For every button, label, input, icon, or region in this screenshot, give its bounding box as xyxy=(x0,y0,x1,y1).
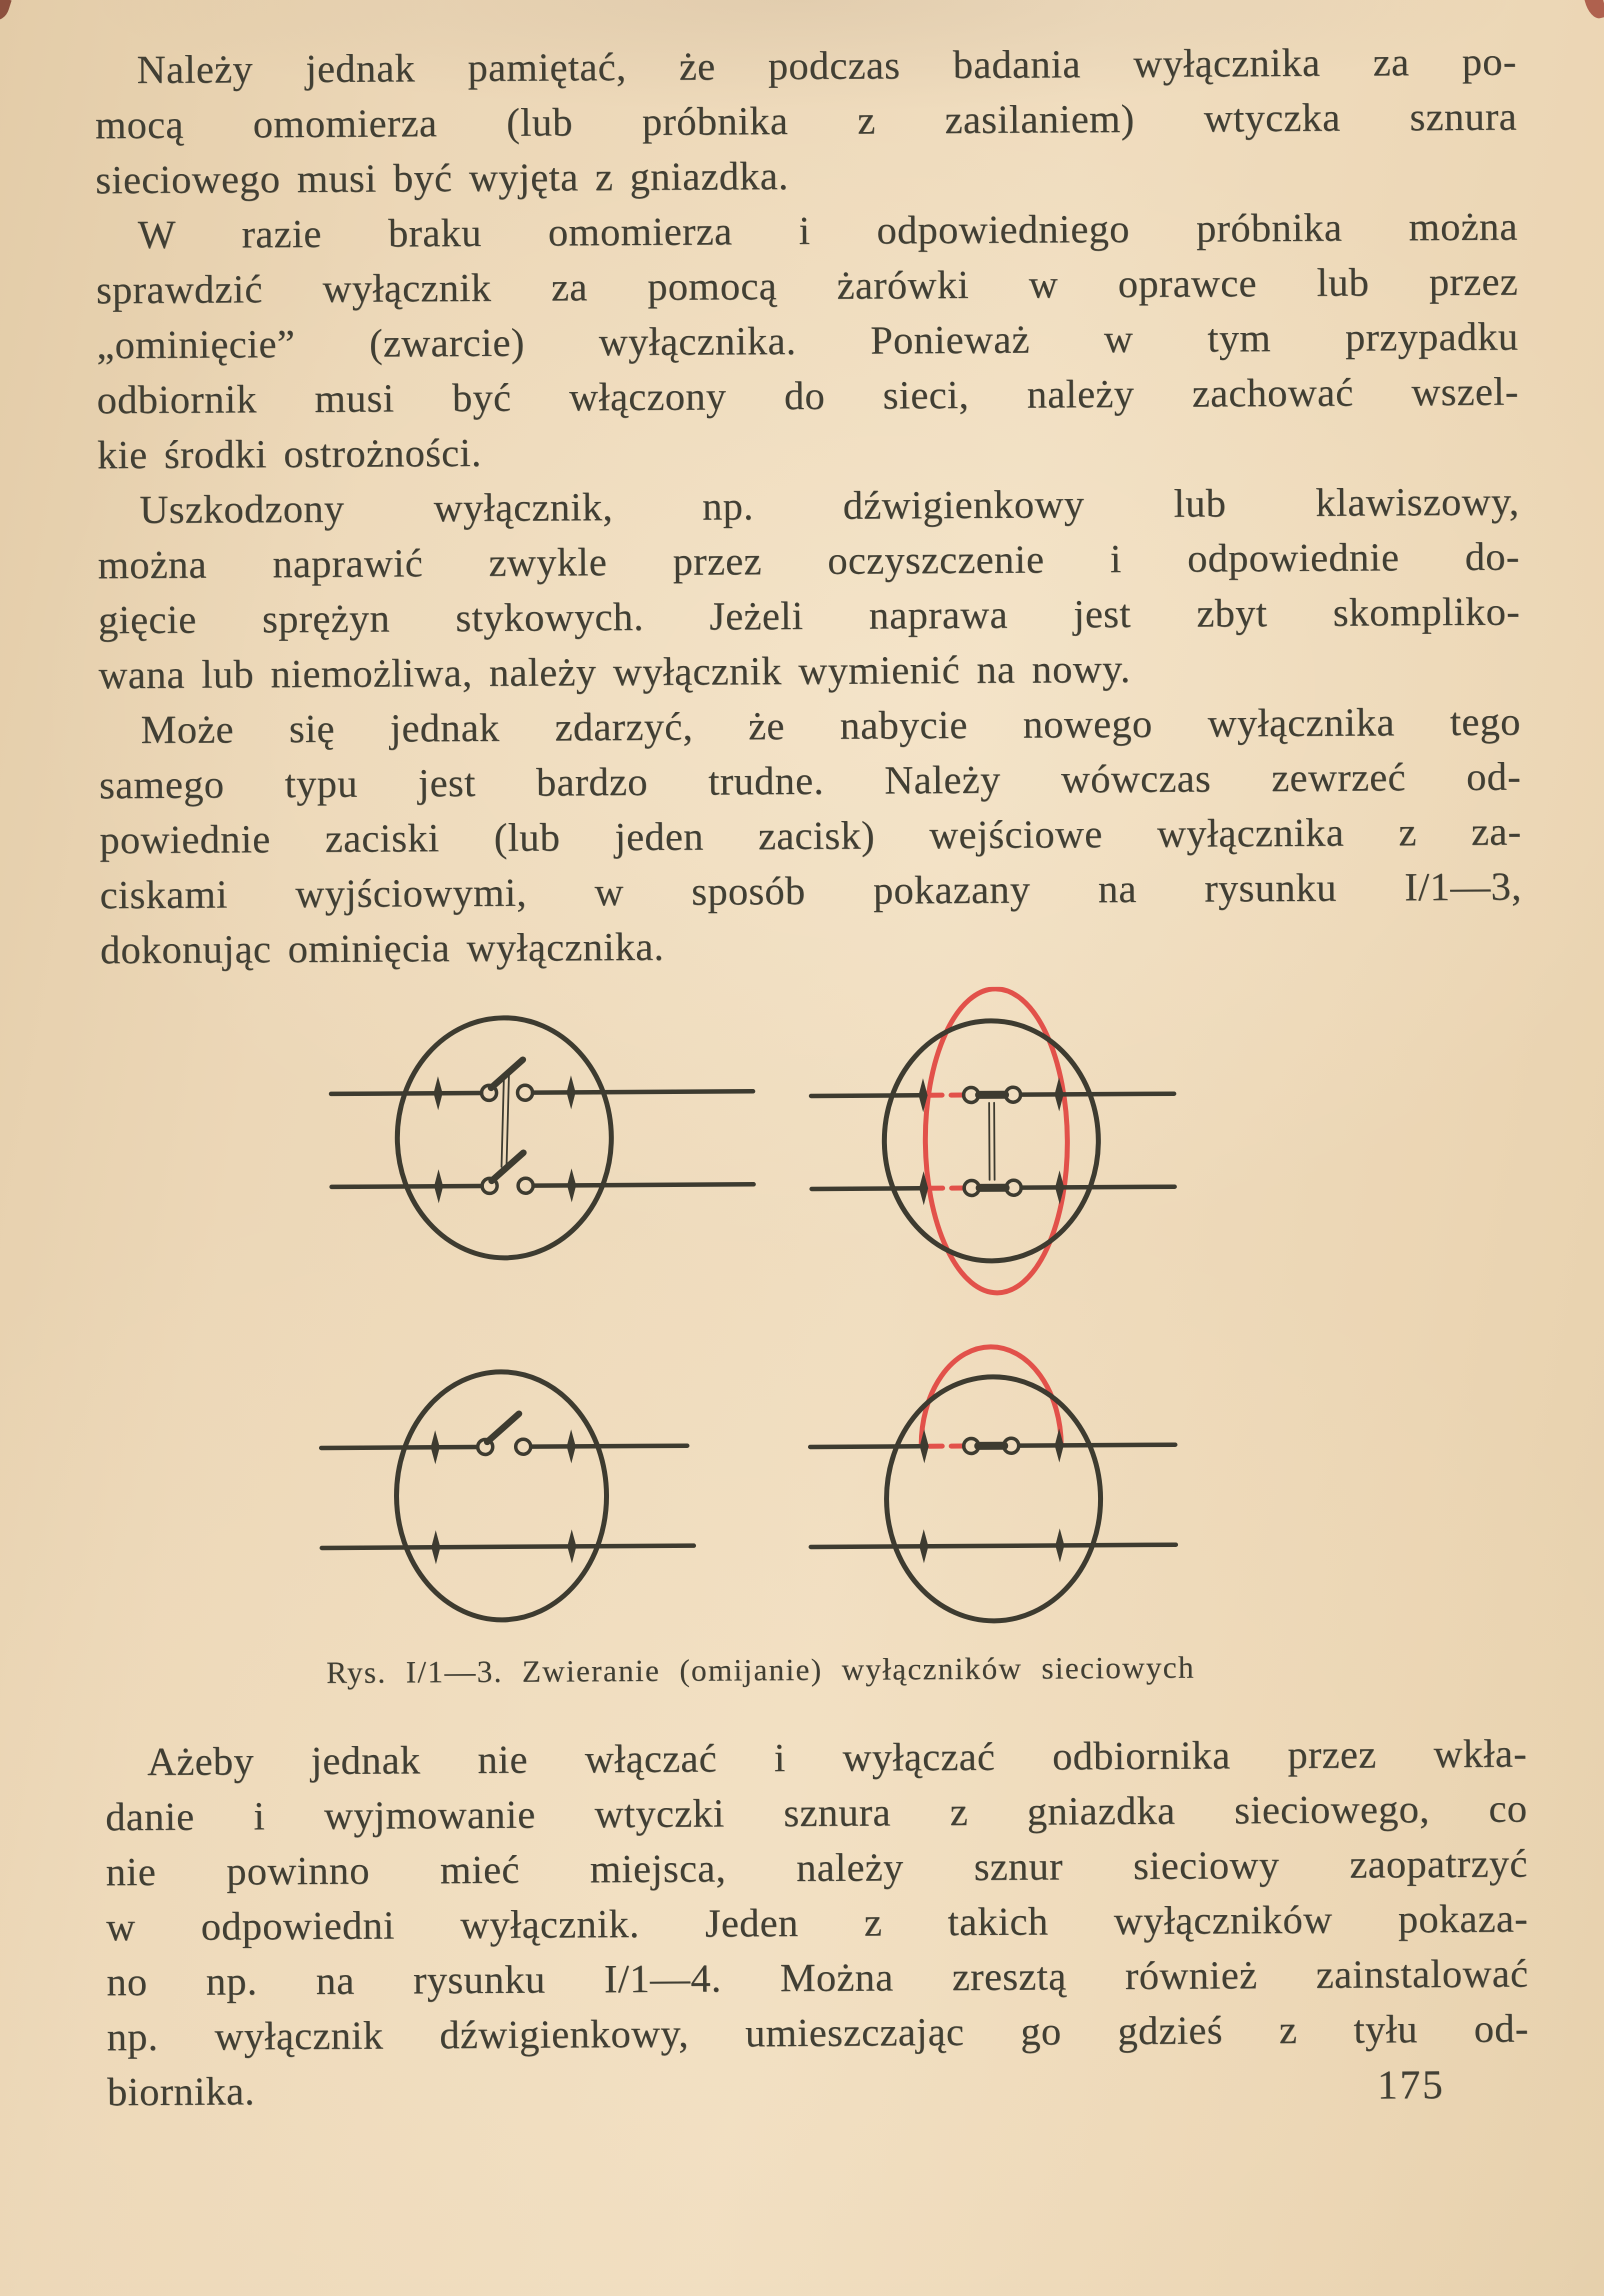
scan-artifact-top-right xyxy=(1581,0,1604,21)
terminal-tick xyxy=(433,1076,442,1110)
diagram-double-pole-switch-closed-bypassed-icon xyxy=(810,988,1175,1294)
paragraphs-bottom xyxy=(105,1726,1529,2120)
text-line: Należy jednak pamiętać, że podczas badania wyłącznika za po- xyxy=(136,38,1517,93)
text-line: danie i wyjmowanie wtyczki sznura z gniazdka sieciowego, co xyxy=(105,1785,1528,1840)
terminal-tick xyxy=(431,1430,440,1464)
text-line: nie powinno mieć miejsca, należy sznur sieciowy zaopatrzyć xyxy=(105,1840,1528,1895)
terminal-tick xyxy=(567,1168,576,1202)
text-line: Uszkodzony wyłącznik, np. dźwigienkowy lub klawiszowy, xyxy=(139,478,1520,533)
text-line: dokonując ominięcia wyłącznika. xyxy=(100,923,665,973)
text-line: mocą omomierza (lub próbnika z zasilaniem) wtyczka sznura xyxy=(95,93,1518,148)
text-line: Ażeby jednak nie włączać i wyłączać odbiornika przez wkła- xyxy=(147,1730,1528,1785)
text-line: biornika. xyxy=(107,2068,256,2115)
text-line: samego typu jest bardzo trudne. Należy wówczas zewrzeć od- xyxy=(99,753,1522,808)
switch-lever xyxy=(491,1060,523,1088)
text-line: sprawdzić wyłącznik za pomocą żarówki w oprawce lub przez xyxy=(96,258,1519,313)
figure-switch-bypass-diagrams xyxy=(0,983,1604,1648)
paragraphs-top xyxy=(95,34,1523,978)
diagram-single-pole-switch-closed-bypassed-icon xyxy=(810,1346,1177,1622)
diagram-double-pole-switch-open-icon xyxy=(331,1016,754,1259)
switch-lever xyxy=(487,1414,519,1442)
contact-point xyxy=(518,1178,533,1193)
text-line: gięcie sprężyn stykowych. Jeżeli naprawa jest zbyt skompliko- xyxy=(98,588,1521,643)
mechanical-link xyxy=(501,1075,505,1167)
text-line: W razie braku omomierza i odpowiedniego próbnika można xyxy=(137,203,1518,258)
mechanical-link xyxy=(506,1075,510,1167)
contact-point xyxy=(518,1085,533,1100)
text-line: odbiornik musi być włączony do sieci, należy zachować wszel- xyxy=(96,368,1519,423)
terminal-tick xyxy=(434,1169,443,1203)
text-line: np. wyłącznik dźwigienkowy, umieszczając go gdzieś z tyłu od- xyxy=(106,2005,1529,2060)
text-line: kie środki ostrożności. xyxy=(97,429,482,478)
terminal-tick xyxy=(567,1429,576,1463)
scan-artifact-top-left xyxy=(0,0,12,23)
text-line: Może się jednak zdarzyć, że nabycie nowego wyłącznika tego xyxy=(140,698,1521,753)
text-line: sieciowego musi być wyjęta z gniazdka. xyxy=(95,153,789,203)
text-line: powiednie zaciski (lub jeden zacisk) wejściowe wyłącznika z za- xyxy=(99,808,1522,863)
contact-point xyxy=(516,1439,531,1454)
terminal-tick xyxy=(919,1529,928,1563)
text-line: ciskami wyjściowymi, w sposób pokazany na rysunku I/1—3, xyxy=(99,863,1522,918)
text-line: w odpowiedni wyłącznik. Jeden z takich wyłączników pokaza- xyxy=(106,1895,1529,1950)
text-line: no np. na rysunku I/1—4. Można zresztą również zainstalować xyxy=(106,1950,1529,2005)
terminal-tick xyxy=(567,1529,576,1563)
diagram-single-pole-switch-open-icon xyxy=(321,1371,695,1621)
terminal-tick xyxy=(1055,1528,1064,1562)
figure-caption: Rys. I/1—3. Zwieranie (omijanie) wyłączników sieciowych xyxy=(326,1649,1196,1690)
terminal-tick xyxy=(566,1075,575,1109)
page-number: 175 xyxy=(1376,2061,1445,2108)
text-line: można naprawić zwykle przez oczyszczenie i odpowiednie do- xyxy=(97,533,1520,588)
text-line: wana lub niemożliwa, należy wyłącznik wymienić na nowy. xyxy=(98,645,1131,698)
bypass-jumper-arc xyxy=(921,1346,1062,1446)
text-line: „ominięcie” (zwarcie) wyłącznika. Ponieważ w tym przypadku xyxy=(96,313,1519,368)
terminal-tick xyxy=(431,1530,440,1564)
